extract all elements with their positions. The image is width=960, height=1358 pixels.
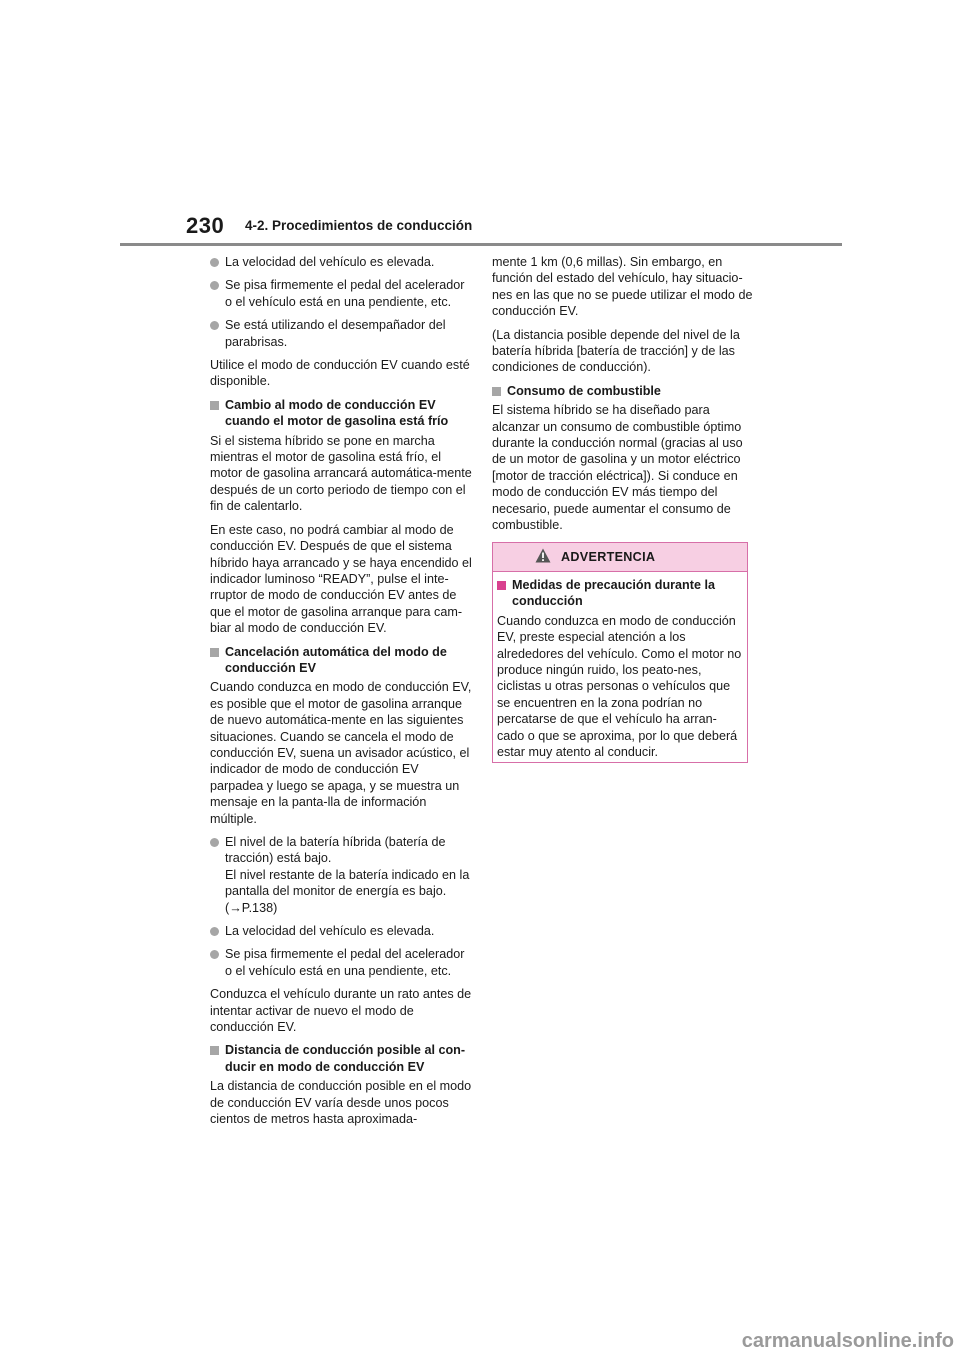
subsection-heading: Cancelación automática del modo de conducción EV	[210, 644, 472, 677]
warning-text: Cuando conduzca en modo de conducción EV, preste especial atención a los alrededores del vehículo. Como el motor no produce ningún ruido, los peato-nes, ciclistas u otras personas o vehículos que se encuentren en la zona podrían no percatarse de que el vehículo ha arran-cado o que se aproxima, por lo que deberá estar muy atento al conducir.	[497, 613, 742, 760]
warning-heading: Medidas de precaución durante la conducción	[497, 577, 743, 610]
right-column	[492, 254, 754, 541]
footer-watermark: carmanualsonline.info	[741, 1330, 954, 1352]
bullet-icon	[210, 281, 219, 290]
list-item: La velocidad del vehículo es elevada.	[210, 923, 472, 939]
square-bullet-icon	[210, 1046, 219, 1055]
square-bullet-icon	[210, 648, 219, 657]
paragraph: Utilice el modo de conducción EV cuando esté disponible.	[210, 358, 470, 389]
list-item: Se pisa firmemente el pedal del acelerador o el vehículo está en una pendiente, etc.	[210, 277, 472, 310]
paragraph: mente 1 km (0,6 millas). Sin embargo, en función del estado del vehículo, hay situacio-nes en las que no se puede utilizar el modo de conducción EV.	[492, 255, 753, 319]
paragraph: El sistema híbrido se ha diseñado para alcanzar un consumo de combustible óptimo durante la conducción normal (gracias al uso de un motor de gasolina y un motor eléctrico [motor de tracción eléctrica]). Si conduce en modo de conducción EV más tiempo del necesario, puede aumentar el consumo de combustible.	[492, 403, 743, 533]
warning-label: ADVERTENCIA	[561, 550, 656, 564]
bullet-icon	[210, 838, 219, 847]
paragraph: Conduzca el vehículo durante un rato antes de intentar activar de nuevo el modo de conducción EV.	[210, 987, 472, 1035]
bullet-icon	[210, 950, 219, 959]
warning-triangle-icon	[535, 548, 551, 563]
section-title: 4-2. Procedimientos de conducción	[245, 218, 473, 233]
paragraph: La distancia de conducción posible en el modo de conducción EV varía desde unos pocos cientos de metros hasta aproximada-	[210, 1079, 472, 1127]
paragraph: Cuando conduzca en modo de conducción EV, es posible que el motor de gasolina arranque de nuevo automática-mente en las siguientes situaciones. Cuando se cancela el modo de conducción EV, suena un avisador acústico, el indicador de modo de conducción EV parpadea y luego se apaga, y se muestra un mensaje en la panta-lla de información múltiple.	[210, 680, 472, 826]
header-rule	[120, 243, 842, 246]
paragraph: Si el sistema híbrido se pone en marcha mientras el motor de gasolina está frío, el motor de gasolina arrancará automática-mente después de un corto periodo de tiempo con el fin de calentarlo.	[210, 433, 472, 514]
square-bullet-icon	[497, 581, 506, 590]
bullet-icon	[210, 927, 219, 936]
subsection-heading: Distancia de conducción posible al con-ducir en modo de conducción EV	[210, 1042, 472, 1075]
list-item: La velocidad del vehículo es elevada.	[210, 254, 472, 270]
warning-header	[493, 543, 747, 572]
list-item: Se está utilizando el desempañador del parabrisas.	[210, 317, 472, 350]
paragraph: En este caso, no podrá cambiar al modo de conducción EV. Después de que el sistema híbrido haya arrancado y se haya encendido el indicador luminoso “READY”, pulse el inte-rruptor de modo de conducción EV antes de que el motor de gasolina arranque para cam-biar al modo de conducción EV.	[210, 522, 472, 636]
paragraph: (La distancia posible depende del nivel de la batería híbrida [batería de tracción] y de las condiciones de conducción).	[492, 327, 740, 375]
page-number: 230	[186, 213, 225, 238]
square-bullet-icon	[492, 387, 501, 396]
list-item: El nivel de la batería híbrida (batería de tracción) está bajo. El nivel restante de la batería indicado en la pantalla del monitor de energía es bajo. (→P.138)	[210, 834, 472, 916]
square-bullet-icon	[210, 401, 219, 410]
left-column	[210, 254, 472, 1135]
bullet-icon	[210, 258, 219, 267]
subsection-heading: Cambio al modo de conducción EV cuando el motor de gasolina está frío	[210, 397, 472, 430]
warning-box	[492, 542, 748, 763]
warning-body	[493, 572, 747, 760]
subsection-heading: Consumo de combustible	[492, 383, 754, 399]
bullet-icon	[210, 321, 219, 330]
list-item: Se pisa firmemente el pedal del acelerador o el vehículo está en una pendiente, etc.	[210, 946, 472, 979]
